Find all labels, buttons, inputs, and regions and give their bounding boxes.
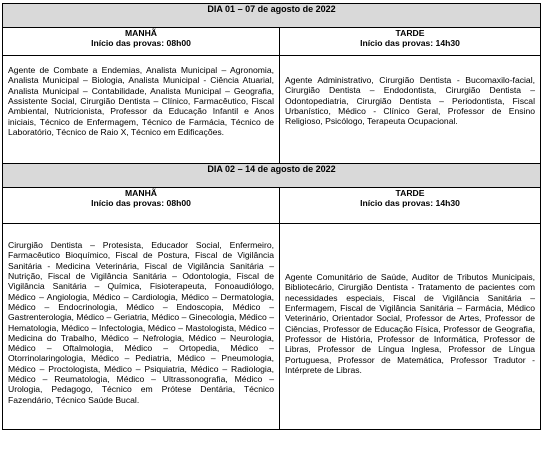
day1-morning-roles: Agente de Combate a Endemias, Analista Municipal – Agronomia, Analista Municipal – Biologia, Analista Municipal - Ciência Atuarial, Analista Municipal – Contabilidade, Analista Municipal – Geografia, Assistente Social, Cirurgião Dentista – Clínico, Farmacêutico, Fiscal Ambiental, Nutricionista, Professor da Educação Infantil e Anos iniciais, Técnico de Enfermagem, Técnico de Farmácia, Técnico de Laboratório, Técnico de Raio X, Técnico em Edificações. (3, 56, 280, 164)
day2-morning-roles: Cirurgião Dentista – Protesista, Educador Social, Enfermeiro, Farmacêutico Bioquímico, Fiscal de Postura, Fiscal de Vigilância Sanitária - Medicina Veterinária, Fiscal de Vigilância Sanitária – Nutrição, Fiscal de Vigilância Sanitária – Odontologia, Fiscal de Vigilância Sanitária – Química, Fisioterapeuta, Fonoaudiólogo, Médico – Angiologia, Médico – Cardiologia, Médico – Dermatologia, Médico – Endocrinologia, Médico – Endoscopia, Médico – Gastrenterologia, Médico – Geriatria, Médico – Ginecologia, Médico – Hematologia, Médico – Infectologia, Médico – Mastologista, Médico – Medicina do Trabalho, Médico – Nefrologia, Médico – Neurologia, Médico – Oftalmologia, Médico – Ortopedia, Médico – Otorrinolaringologia, Médico – Pediatria, Médico – Pneumologia, Médico – Proctologista, Médico – Psiquiatria, Médico – Radiologia, Médico – Reumatologia, Médico – Ultrassonografia, Médico – Urologia, Pedagogo, Técnico em Prótese Dentária, Técnico Fazendário, Técnico Saúde Bucal. (3, 224, 280, 430)
day2-afternoon-label: TARDE (395, 188, 425, 198)
day2-morning-start: Início das provas: 08h00 (91, 198, 191, 209)
day1-afternoon-label: TARDE (395, 28, 425, 38)
day1-afternoon-start: Início das provas: 14h30 (360, 38, 460, 49)
day2-afternoon-header (280, 188, 541, 224)
day1-afternoon-header (280, 28, 541, 56)
day2-title: DIA 02 – 14 de agosto de 2022 (3, 164, 541, 188)
day2-morning-header (3, 188, 280, 224)
day2-afternoon-roles: Agente Comunitário de Saúde, Auditor de Tributos Municipais, Bibliotecário, Cirurgião Dentista - Tratamento de pacientes com necessidades especiais, Fiscal de Vigilância Sanitária – Enfermagem, Fiscal de Vigilância Sanitária – Farmácia, Médico Veterinário, Orientador Social, Professor de Artes, Professor de Ciências, Professor de Educação Física, Professor de Geografia, Professor de História, Professor de Informática, Professor de Libras, Professor de Língua Inglesa, Professor de Língua Portuguesa, Professor de Matemática, Professor Tradutor - Intérprete de Libras. (280, 224, 541, 430)
day2-morning-label: MANHÃ (125, 188, 157, 198)
day1-afternoon-roles: Agente Administrativo, Cirurgião Dentista - Bucomaxilo-facial, Cirurgião Dentista – Endodontista, Cirurgião Dentista – Odontopediatria, Cirurgião Dentista – Periodontista, Fiscal Urbanístico, Médico - Clínico Geral, Professor de Ensino Religioso, Psicólogo, Terapeuta Ocupacional. (280, 56, 541, 164)
day1-morning-start: Início das provas: 08h00 (91, 38, 191, 49)
day1-morning-header (3, 28, 280, 56)
day2-afternoon-start: Início das provas: 14h30 (360, 198, 460, 209)
exam-schedule-table (2, 3, 541, 430)
day1-morning-label: MANHÃ (125, 28, 157, 38)
day1-title: DIA 01 – 07 de agosto de 2022 (3, 4, 541, 28)
